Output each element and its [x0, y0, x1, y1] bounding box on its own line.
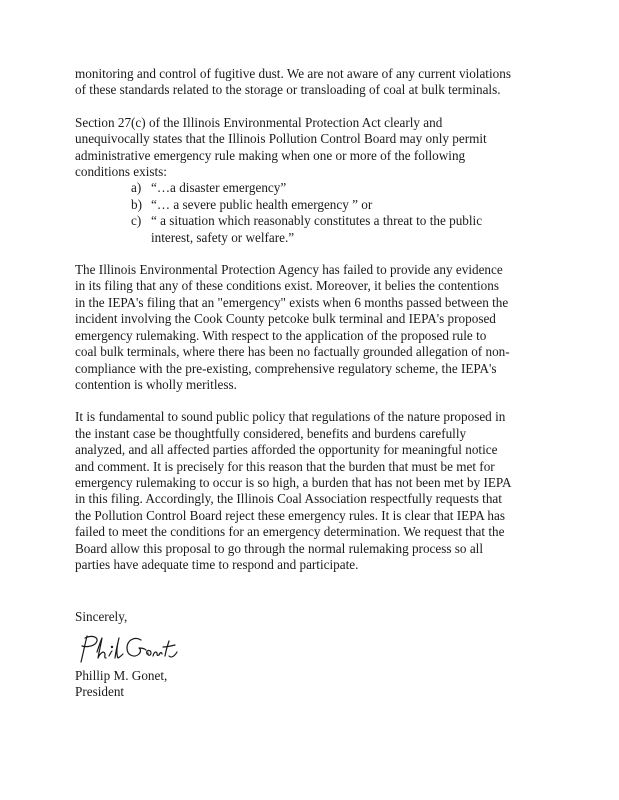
text-line: Board allow this proposal to go through the normal rulemaking process so all — [75, 540, 484, 556]
text-line: emergency rulemaking. With respect to the application of the proposed rule to — [75, 327, 487, 343]
text-line: the Pollution Control Board reject these emergency rules. It is clear that IEPA has — [75, 507, 505, 523]
text-line: compliance with the pre-existing, comprehensive regulatory scheme, the IEPA's — [75, 360, 497, 376]
text-line: It is fundamental to sound public policy that regulations of the nature proposed in — [75, 409, 506, 425]
list-text-continuation: interest, safety or welfare.” — [151, 229, 295, 245]
signature-icon — [71, 632, 181, 666]
paragraph-intro — [75, 66, 555, 99]
text-line: Section 27(c) of the Illinois Environmental Protection Act clearly and — [75, 114, 443, 130]
closing-block — [75, 609, 555, 700]
text-line: coal bulk terminals, where there has been no factually grounded allegation of non- — [75, 344, 510, 360]
text-line: emergency rulemaking to occur is so high, a burden that has not been met by IEPA — [75, 474, 512, 490]
text-line: in its filing that any of these conditions exist. Moreover, it belies the contentions — [75, 278, 499, 294]
text-line: and comment. It is precisely for this reason that the burden that must be met for — [75, 458, 495, 474]
text-line: in the IEPA's filing that an "emergency" exists when 6 months passed between the — [75, 294, 509, 310]
paragraph-iepa — [75, 262, 555, 393]
text-line: parties have adequate time to respond and participate. — [75, 556, 359, 572]
list-item — [75, 213, 555, 229]
text-line: of these standards related to the storage or transloading of coal at bulk terminals. — [75, 82, 501, 98]
text-line: the instant case be thoughtfully considered, benefits and burdens carefully — [75, 425, 467, 441]
text-line: monitoring and control of fugitive dust. We are not aware of any current violations — [75, 66, 511, 81]
list-marker: b) — [131, 196, 142, 212]
signer-title: President — [75, 684, 125, 700]
text-line: The Illinois Environmental Protection Agency has failed to provide any evidence — [75, 262, 503, 278]
paragraph-policy — [75, 409, 555, 573]
signer-name: Phillip M. Gonet, — [75, 667, 168, 683]
text-line: failed to meet the conditions for an emergency determination. We request that the — [75, 524, 505, 540]
list-text: “… a severe public health emergency ” or — [151, 196, 373, 212]
text-line: incident involving the Cook County petcoke bulk terminal and IEPA's proposed — [75, 311, 496, 327]
list-marker: a) — [131, 180, 142, 196]
list-text: “…a disaster emergency” — [151, 180, 287, 196]
closing-salutation: Sincerely, — [75, 609, 128, 625]
text-line: contention is wholly meritless. — [75, 376, 237, 392]
text-line: analyzed, and all affected parties afforded the opportunity for meaningful notice — [75, 442, 498, 458]
list-item — [75, 180, 555, 196]
handwritten-signature — [71, 632, 181, 666]
paragraph-section-27c — [75, 115, 555, 181]
text-line: administrative emergency rule making when one or more of the following — [75, 147, 466, 163]
letter-page — [75, 66, 555, 701]
list-item — [75, 197, 555, 213]
conditions-list — [75, 180, 555, 246]
text-line: unequivocally states that the Illinois Pollution Control Board may only permit — [75, 131, 487, 147]
list-marker: c) — [131, 213, 142, 229]
text-line: conditions exists: — [75, 164, 167, 180]
list-text: “ a situation which reasonably constitutes a threat to the public — [151, 213, 483, 229]
text-line: in this filing. Accordingly, the Illinois Coal Association respectfully requests that — [75, 491, 502, 507]
